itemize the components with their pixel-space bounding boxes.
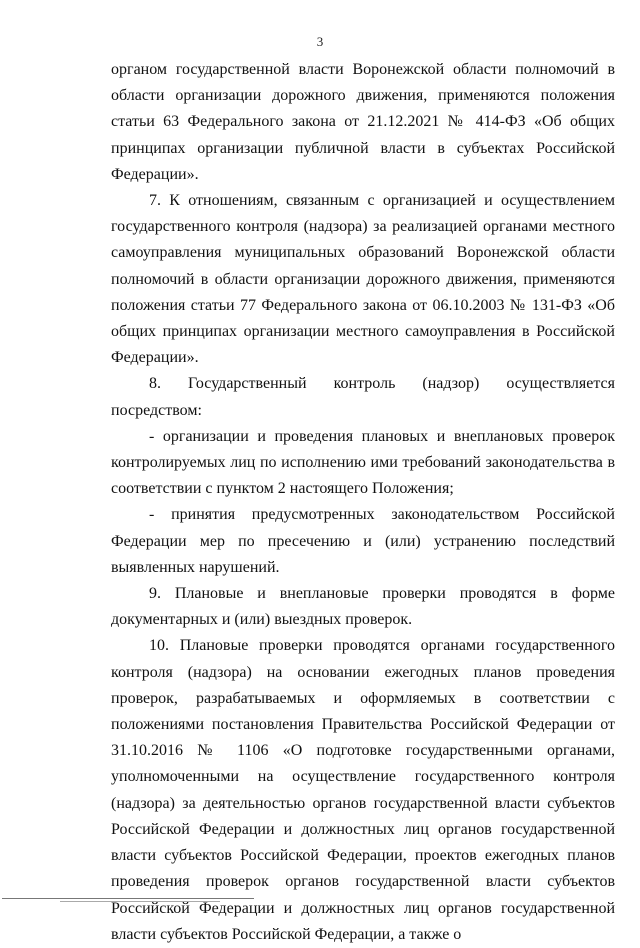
document-body <box>111 57 615 948</box>
paragraph-continuation: органом государственной власти Воронежской области полномочий в области организации дорожного движения, применяются положения статьи 63 Федерального закона от 21.12.2021 № 414-ФЗ «Об общих принципах организации публичной власти в субъектах Российской Федерации». <box>111 61 615 183</box>
paragraph-item-8: 8. Государственный контроль (надзор) осуществляется посредством: <box>111 375 615 419</box>
paragraph-item-7: 7. К отношениям, связанным с организацией и осуществлением государственного контроля (надзора) за реализацией органами местного самоуправления муниципальных образований Воронежской области полномочий в области организации дорожного движения, применяются положения статьи 77 Федерального закона от 06.10.2003 № 131-ФЗ «Об общих принципах организации местного самоуправления в Российской Федерации». <box>111 192 615 367</box>
page-number: 3 <box>316 34 324 49</box>
paragraph-list-item: - организации и проведения плановых и внеплановых проверок контролируемых лиц по исполнению ими требований законодательства в соответствии с пунктом 2 настоящего Положения; <box>111 427 615 498</box>
scan-edge-line <box>2 898 254 899</box>
scan-edge-line <box>60 901 220 902</box>
paragraph-item-10: 10. Плановые проверки проводятся органами государственного контроля (надзора) на основании ежегодных планов проведения проверок, разрабатываемых и оформляемых в соответствии с положениями постановления Правительства Российской Федерации от 31.10.2016 № 1106 «О подготовке государственными органами, уполномоченными на осуществление государственного контроля (надзора) за деятельностью органов государственной власти субъектов Российской Федерации и должностных лиц органов государственной власти субъектов Российской Федерации, проектов ежегодных планов проведения проверок органов государственной власти субъектов Российской Федерации и должностных лиц органов государственной власти субъектов Российской Федерации, а также о <box>111 637 615 943</box>
paragraph-item-9: 9. Плановые и внеплановые проверки проводятся в форме документарных и (или) выездных проверок. <box>111 585 615 629</box>
paragraph-list-item: - принятия предусмотренных законодательством Российской Федерации мер по пресечению и (или) устранению последствий выявленных нарушений. <box>111 506 615 576</box>
